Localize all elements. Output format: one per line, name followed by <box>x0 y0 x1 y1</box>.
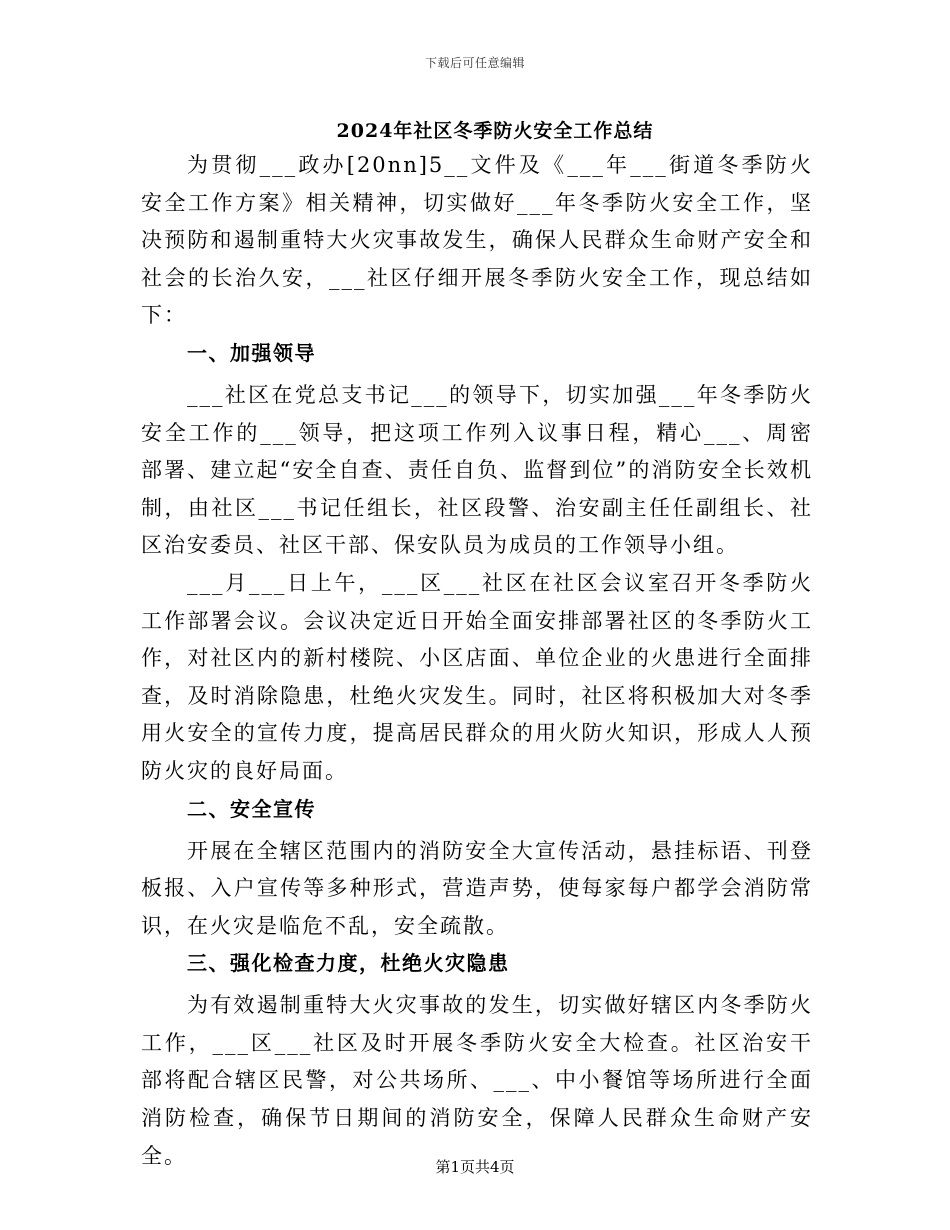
section-heading-publicity: 二、安全宣传 <box>187 796 316 821</box>
document-body <box>141 147 813 1175</box>
leadership-paragraph-2: ___月___日上午，___区___社区在社区会议室召开冬季防火工作部署会议。会议决定近日开始全面安排部署社区的冬季防火工作，对社区内的新村楼院、小区店面、单位企业的火患进行全面排查，及时消除隐患，杜绝火灾发生。同时，社区将积极加大对冬季用火安全的宣传力度，提高居民群众的用火防火知识，形成人人预防火灾的良好局面。 <box>141 570 813 783</box>
publicity-paragraph: 开展在全辖区范围内的消防安全大宣传活动，悬挂标语、刊登板报、入户宣传等多种形式，营造声势，使每家每户都学会消防常识，在火灾是临危不乱，安全疏散。 <box>141 838 813 938</box>
header-note: 下载后可任意编辑 <box>424 56 525 70</box>
document-title: 2024年社区冬季防火安全工作总结 <box>336 120 654 142</box>
section-heading-inspection: 三、强化检查力度，杜绝火灾隐患 <box>187 951 510 976</box>
section-heading-leadership: 一、加强领导 <box>187 340 316 365</box>
leadership-paragraph-1: ___社区在党总支书记___的领导下，切实加强___年冬季防火安全工作的___领导，把这项工作列入议事日程，精心___、周密部署、建立起“安全自查、责任自负、监督到位”的消防安全长效机制，由社区___书记任组长，社区段警、治安副主任任副组长、社区治安委员、社区干部、保安队员为成员的工作领导小组。 <box>141 382 813 558</box>
intro-paragraph: 为贯彻___政办[20nn]5__文件及《___年___街道冬季防火安全工作方案》相关精神，切实做好___年冬季防火安全工作，坚决预防和遏制重特大火灾事故发生，确保人民群众生命财产安全和社会的长治久安，___社区仔细开展冬季防火安全工作，现总结如下： <box>141 153 813 328</box>
inspection-paragraph: 为有效遏制重特大火灾事故的发生，切实做好辖区内冬季防火工作，___区___社区及时开展冬季防火安全大检查。社区治安干部将配合辖区民警，对公共场所、___、中小餐馆等场所进行全面消防检查，确保节日期间的消防安全，保障人民群众生命财产安全。 <box>141 993 813 1168</box>
page-footer: 第1页共4页 <box>435 1158 515 1176</box>
